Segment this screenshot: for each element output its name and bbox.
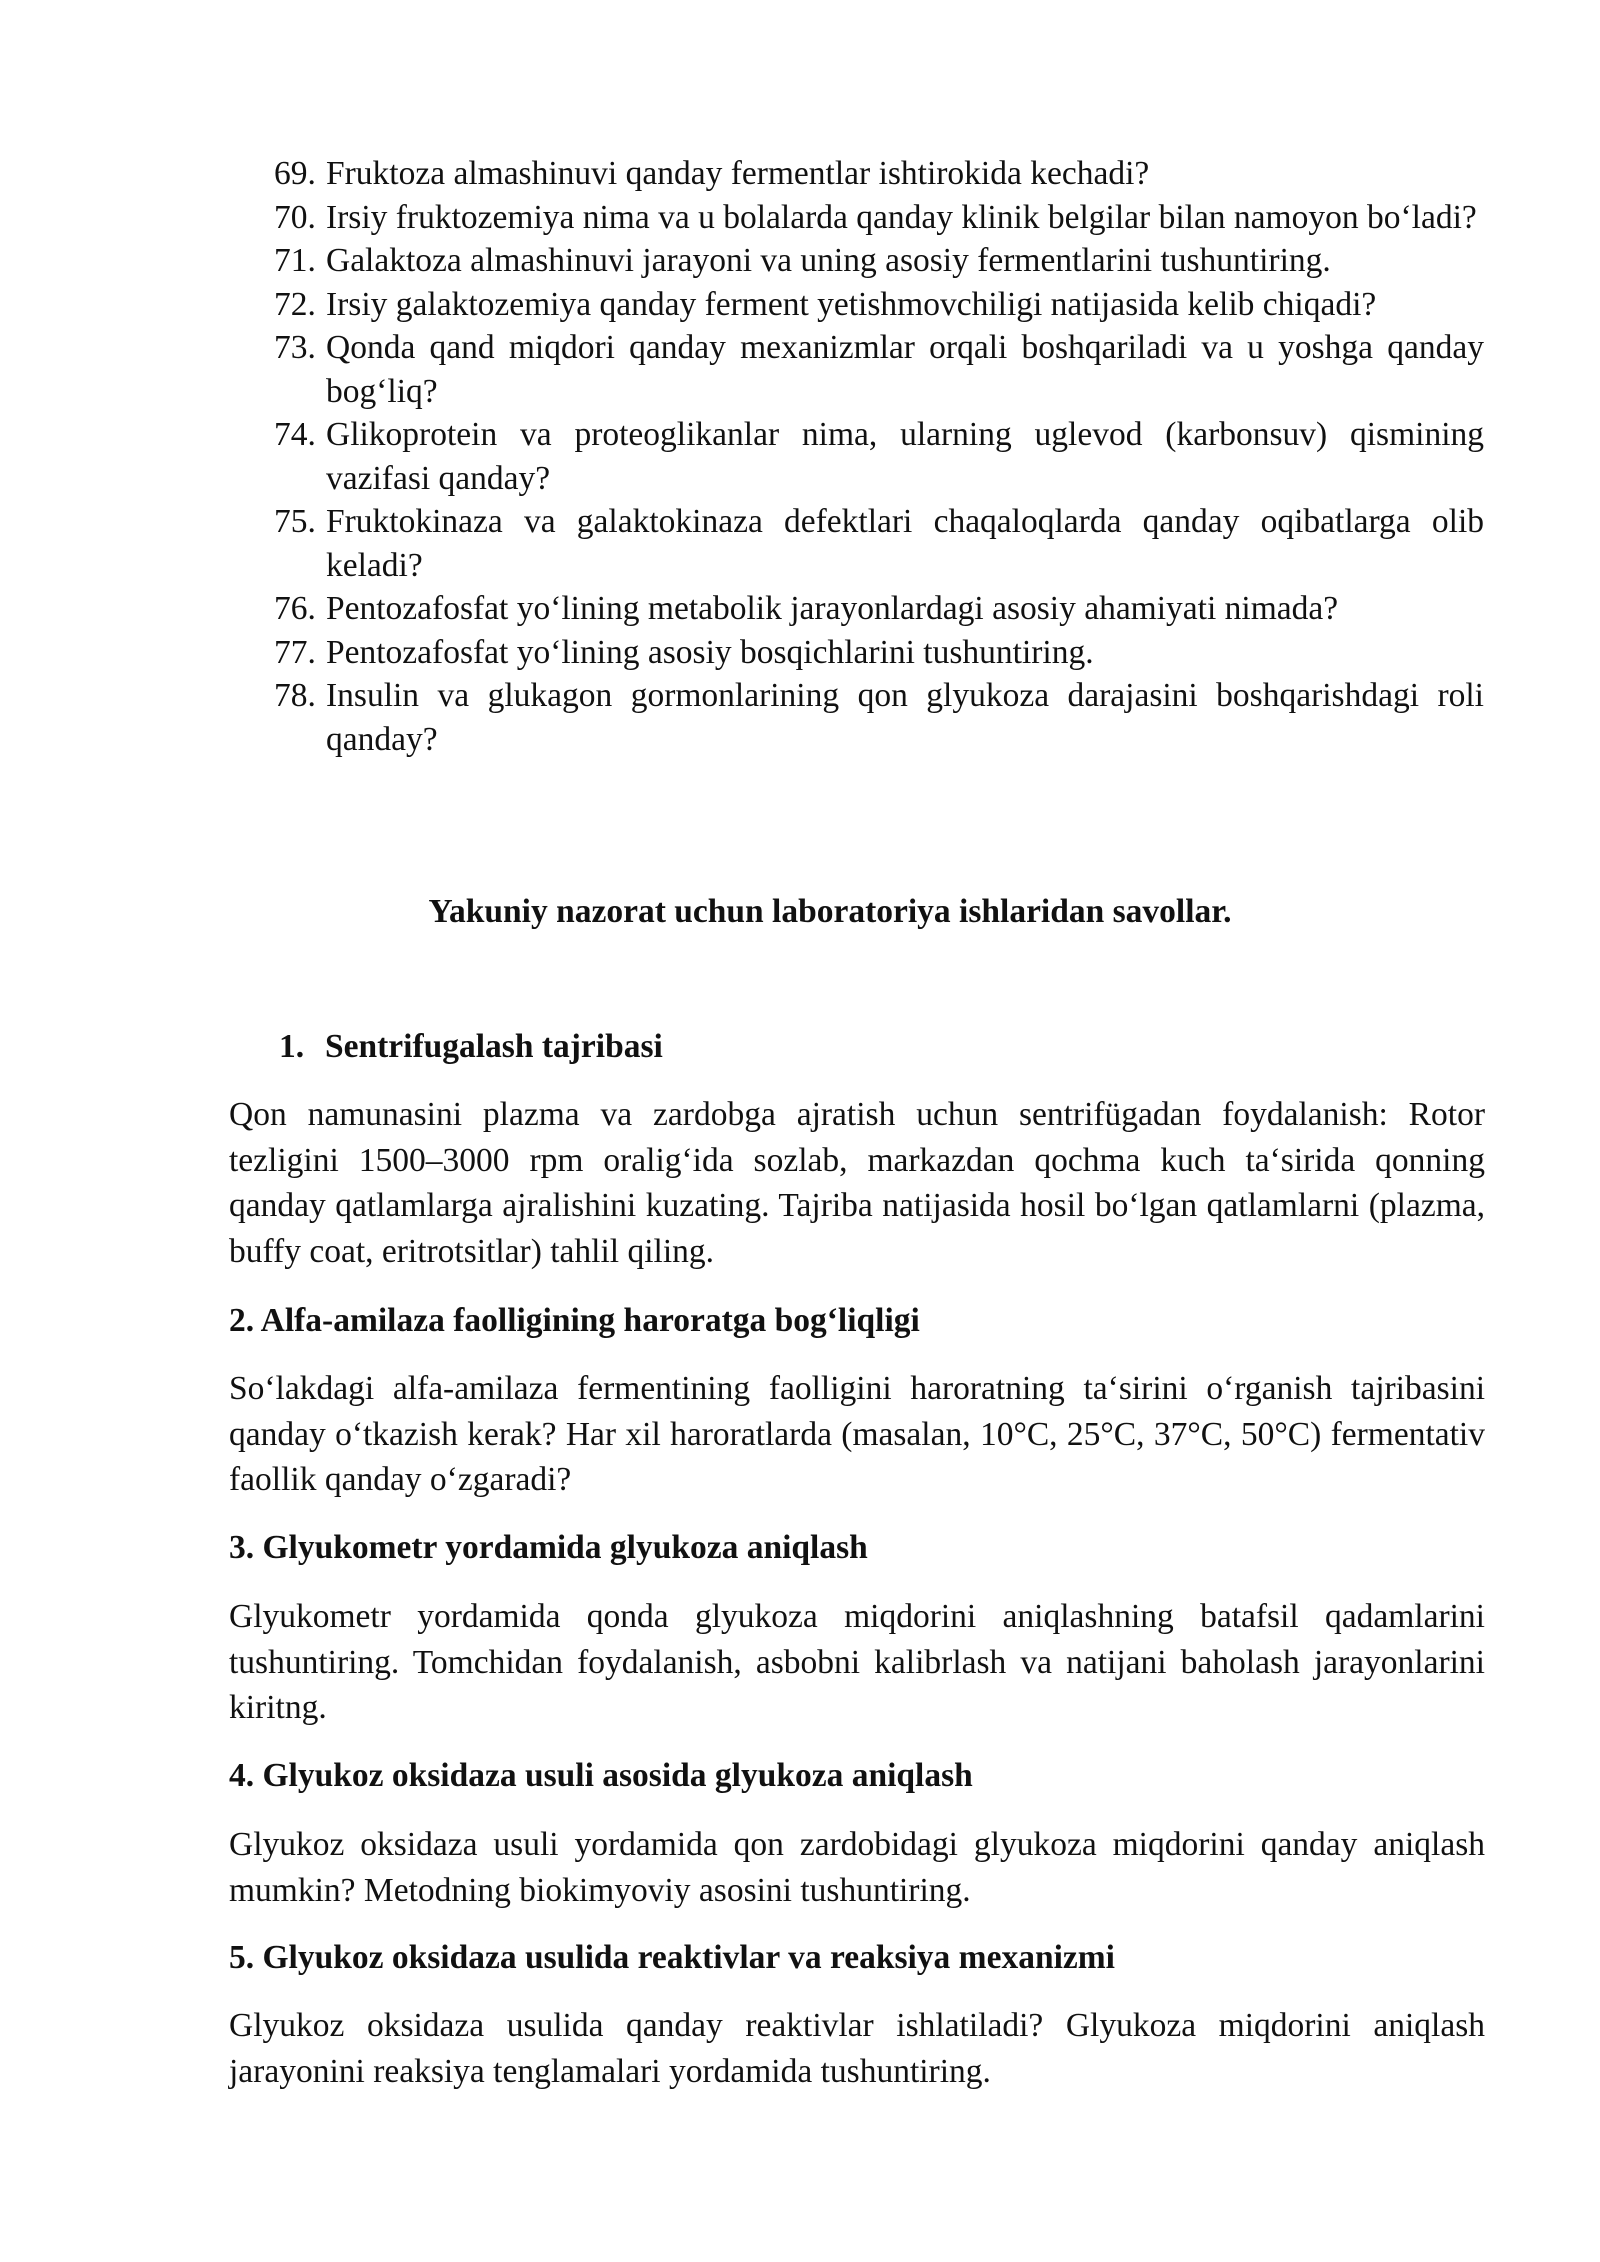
list-item [274, 283, 1484, 327]
lab-heading: 2. Alfa-amilaza faolligining haroratga bog‘liqligi [229, 1302, 920, 1339]
question-text: Qonda qand miqdori qanday mexanizmlar orqali boshqariladi va u yoshga qanday bog‘liq? [326, 329, 1484, 410]
lab-paragraph: Glyukoz oksidaza usuli yordamida qon zardobidagi glyukoza miqdorini qanday aniqlash mumkin? Metodning biokimyoviy asosini tushuntiring. [229, 1826, 1485, 1909]
lab-heading-number: 1. [279, 1028, 305, 1065]
question-number: 73. [274, 329, 316, 366]
question-number: 78. [274, 677, 316, 714]
list-item [274, 631, 1484, 675]
list-item [274, 674, 1484, 761]
lab-paragraph: Glyukoz oksidaza usulida qanday reaktivlar ishlatiladi? Glyukoza miqdorini aniqlash jarayonini reaksiya tenglamalari yordamida tushuntiring. [229, 2007, 1485, 2090]
question-number: 74. [274, 416, 316, 453]
question-text: Glikoprotein va proteoglikanlar nima, ularning uglevod (karbonsuv) qismining vazifasi qanday? [326, 416, 1484, 497]
list-item [274, 326, 1484, 413]
question-number: 70. [274, 198, 316, 236]
question-list [274, 152, 1484, 761]
section-title: Yakuniy nazorat uchun laboratoriya ishlaridan savollar. [428, 893, 1232, 930]
list-item [274, 587, 1484, 631]
lab-heading: 3. Glyukometr yordamida glyukoza aniqlash [229, 1529, 868, 1566]
lab-paragraph: Glyukometr yordamida qonda glyukoza miqdorini aniqlashning batafsil qadamlarini tushuntiring. Tomchidan foydalanish, asbobni kalibrlash va natijani baholash jarayonlarini kiritng. [229, 1598, 1485, 1726]
question-text: Irsiy fruktozemiya nima va u bolalarda qanday klinik belgilar bilan namoyon bo‘ladi? [326, 198, 1477, 236]
question-number: 77. [274, 633, 316, 671]
question-text: Insulin va glukagon gormonlarining qon glyukoza darajasini boshqarishdagi roli qanday? [326, 677, 1484, 758]
question-text: Pentozafosfat yo‘lining asosiy bosqichlarini tushuntiring. [326, 633, 1094, 671]
question-text: Galaktoza almashinuvi jarayoni va uning asosiy fermentlarini tushuntiring. [326, 242, 1331, 279]
lab-heading [279, 1025, 663, 1069]
question-number: 72. [274, 285, 316, 323]
lab-paragraph: Qon namunasini plazma va zardobga ajratish uchun sentrifügadan foydalanish: Rotor tezligini 1500–3000 rpm oralig‘ida sozlab, markazdan qochma kuch ta‘sirida qonning qanday qatlamlarga ajralishini kuzating. Tajriba natijasida hosil bo‘lgan qatlamlarni (plazma, buffy coat, eritrotsitlar) tahlil qiling. [229, 1096, 1485, 1270]
question-number: 76. [274, 590, 316, 627]
question-text: Pentozafosfat yo‘lining metabolik jarayonlardagi asosiy ahamiyati nimada? [326, 590, 1339, 627]
question-text: Irsiy galaktozemiya qanday ferment yetishmovchiligi natijasida kelib chiqadi? [326, 285, 1377, 323]
question-number: 75. [274, 503, 316, 540]
list-item [274, 152, 1484, 196]
list-item [274, 500, 1484, 587]
lab-heading: 5. Glyukoz oksidaza usulida reaktivlar va reaksiya mexanizmi [229, 1939, 1115, 1976]
question-number: 71. [274, 242, 316, 279]
list-item [274, 413, 1484, 500]
list-item [274, 239, 1484, 283]
question-text: Fruktokinaza va galaktokinaza defektlari chaqaloqlarda qanday oqibatlarga olib keladi? [326, 503, 1484, 584]
list-item [274, 196, 1484, 240]
lab-paragraph: So‘lakdagi alfa-amilaza fermentining faolligini haroratning ta‘sirini o‘rganish tajribasini qanday o‘tkazish kerak? Har xil haroratlarda (masalan, 10°C, 25°C, 37°C, 50°C) fermentativ faollik qanday o‘zgaradi? [229, 1370, 1485, 1498]
lab-heading-text: Sentrifugalash tajribasi [325, 1028, 663, 1065]
lab-heading: 4. Glyukoz oksidaza usuli asosida glyukoza aniqlash [229, 1757, 973, 1794]
question-text: Fruktoza almashinuvi qanday fermentlar ishtirokida kechadi? [326, 155, 1150, 192]
question-number: 69. [274, 155, 316, 192]
